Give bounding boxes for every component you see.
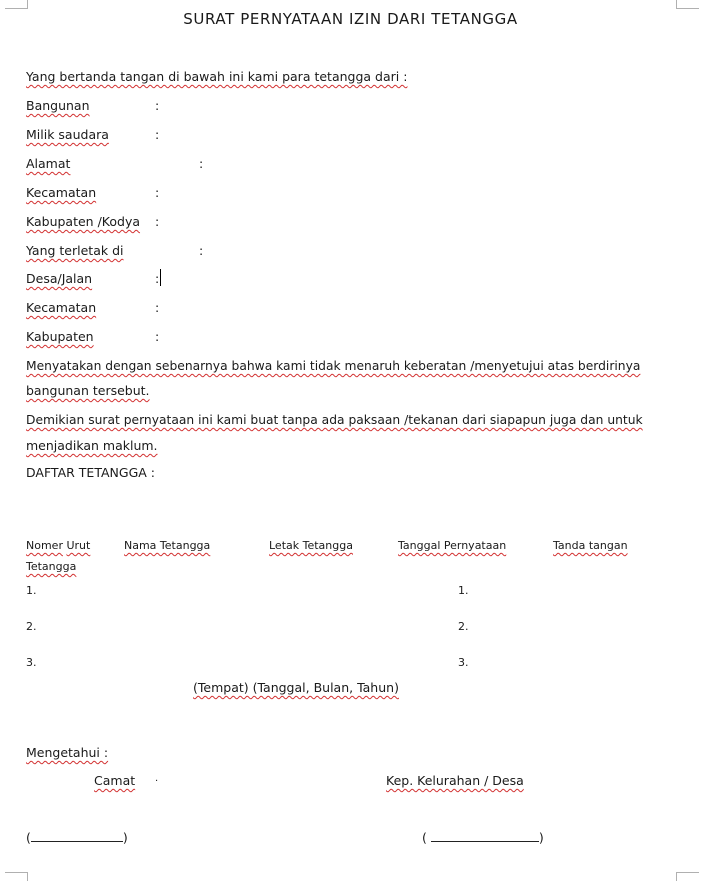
field-colon: : (155, 214, 160, 229)
statement-line-1[interactable]: Menyatakan dengan sebenarnya bahwa kami tidak menaruh keberatan /menyetujui atas berdirinya (26, 359, 641, 373)
field-colon: : (199, 243, 204, 258)
field-label-kabupaten-kodya[interactable]: Kabupaten /Kodya (26, 214, 141, 229)
field-colon: : (155, 185, 160, 200)
field-colon: : (199, 156, 204, 171)
statement-line-2[interactable]: bangunan tersebut. (26, 383, 150, 398)
table-row-number: 3. (26, 656, 37, 669)
field-label-kecamatan-2[interactable]: Kecamatan (26, 300, 97, 315)
neighbor-list-heading: DAFTAR TETANGGA : (26, 465, 156, 480)
statement-line-4[interactable]: menjadikan maklum. (26, 438, 158, 453)
field-colon: : (155, 98, 160, 113)
statement-line-3[interactable]: Demikian surat pernyataan ini kami buat tanpa ada paksaan /tekanan dari siapapun juga dan untuk (26, 413, 643, 427)
table-header-date: Tanggal Pernyataan (398, 539, 507, 552)
crop-mark-top-right (676, 0, 699, 9)
field-label-kabupaten[interactable]: Kabupaten (26, 329, 94, 344)
field-label-alamat[interactable]: Alamat (26, 156, 71, 171)
table-header-name: Nama Tetangga (124, 539, 211, 552)
signature-close-paren: ) (122, 830, 128, 845)
document-title: SURAT PERNYATAAN IZIN DARI TETANGGA (183, 10, 518, 28)
camat-label[interactable]: Camat (94, 773, 136, 788)
signature-open-paren: ( (26, 830, 31, 845)
field-label-terletak-di[interactable]: Yang terletak di (26, 243, 124, 258)
field-colon: : (155, 271, 160, 286)
table-row-date-number: 1. (458, 584, 469, 597)
place-date-line[interactable]: (Tempat) (Tanggal, Bulan, Tahun) (193, 680, 399, 695)
table-header-signature-cont: Tetangga (26, 560, 77, 573)
table-row-date-number: 3. (458, 656, 469, 669)
field-colon: : (155, 329, 160, 344)
field-label-bangunan[interactable]: Bangunan (26, 98, 90, 113)
table-header-signature: Tanda tangan (553, 539, 628, 552)
signature-line-camat (26, 830, 128, 846)
table-row-date-number: 2. (458, 620, 469, 633)
dot-mark: . (155, 773, 159, 784)
field-label-desa-jalan[interactable]: Desa/Jalan (26, 271, 93, 286)
table-header-location: Letak Tetangga (269, 539, 353, 552)
table-header-number (26, 538, 90, 554)
field-label-kecamatan[interactable]: Kecamatan (26, 185, 97, 200)
signature-underline (431, 831, 539, 842)
field-label-milik-saudara[interactable]: Milik saudara (26, 127, 109, 142)
crop-mark-top-left (5, 0, 28, 9)
table-row-number: 1. (26, 584, 37, 597)
signature-open-paren: ( (422, 830, 427, 845)
acknowledge-label[interactable]: Mengetahui : (26, 745, 109, 760)
table-header-order-word: Urut (66, 539, 91, 552)
table-header-number-word: Nomer (26, 539, 63, 552)
field-colon: : (155, 300, 160, 315)
signature-close-paren: ) (538, 830, 544, 845)
kelurahan-label[interactable]: Kep. Kelurahan / Desa (386, 773, 524, 788)
signature-line-kelurahan (422, 830, 544, 846)
signature-underline (31, 831, 123, 842)
text-cursor (160, 269, 161, 286)
intro-text[interactable]: Yang bertanda tangan di bawah ini kami para tetangga dari : (26, 69, 408, 84)
field-colon: : (155, 127, 160, 142)
table-row-number: 2. (26, 620, 37, 633)
